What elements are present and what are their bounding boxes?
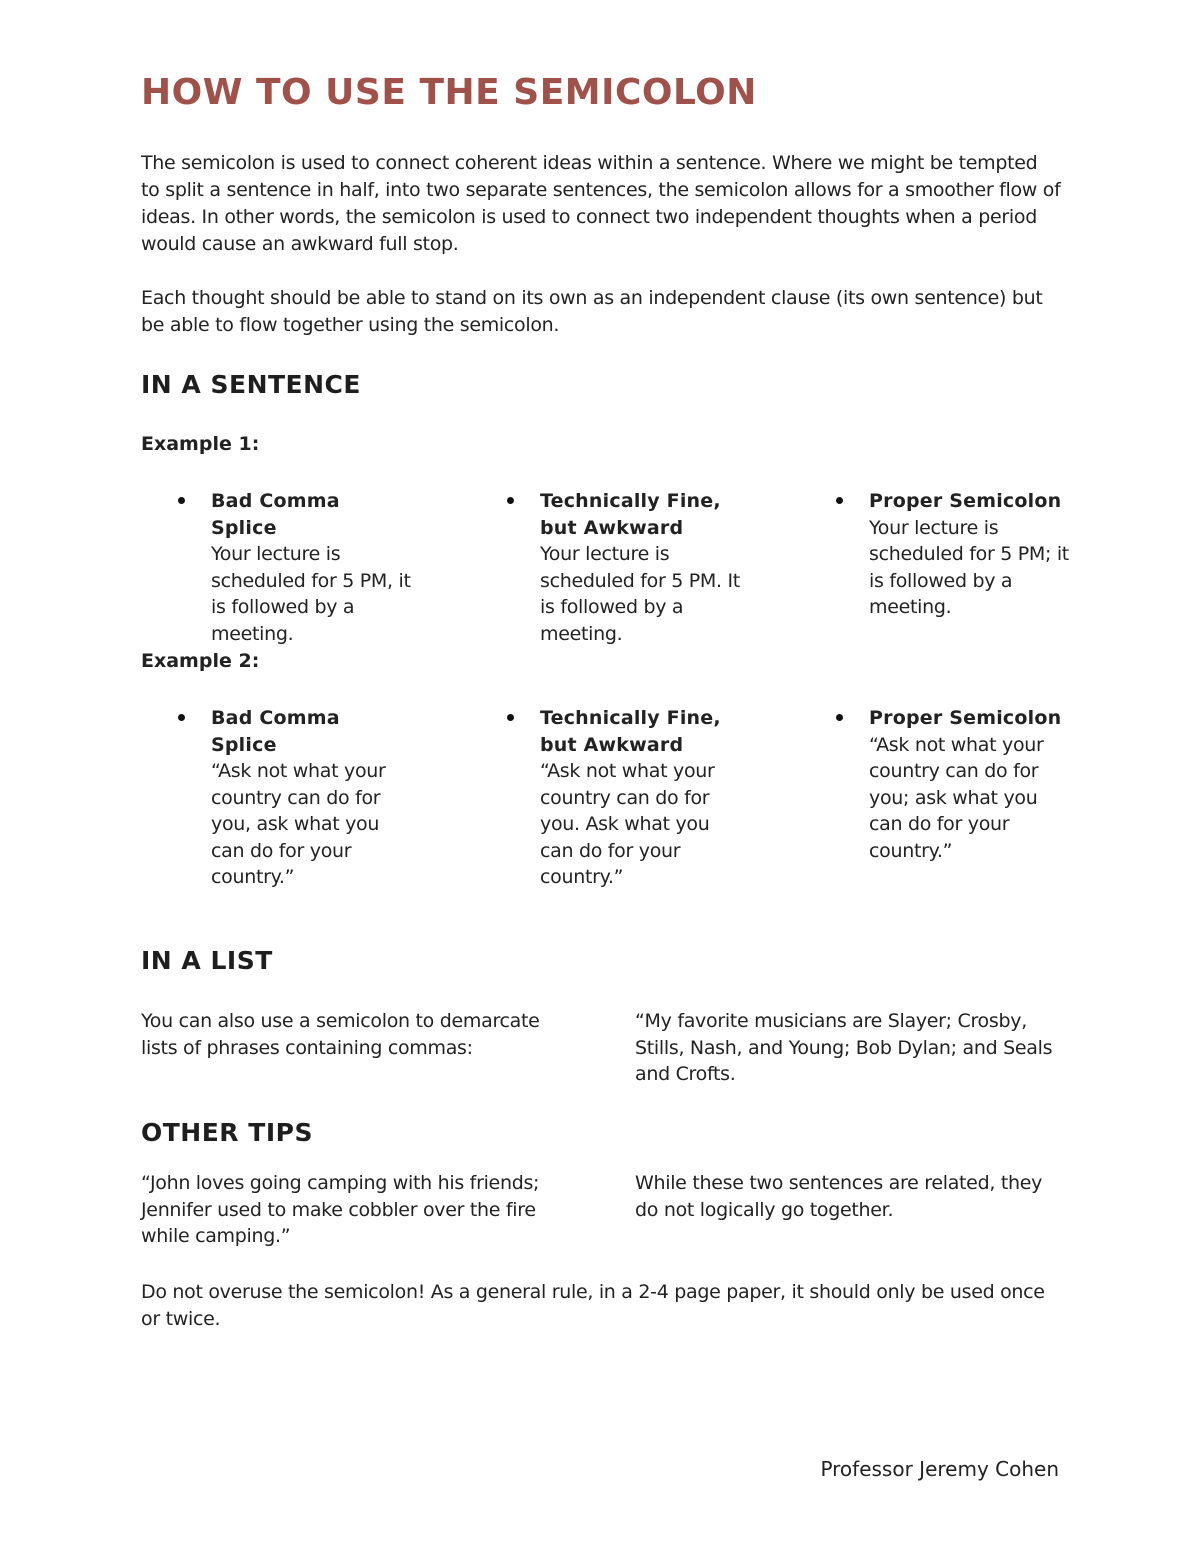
- in-a-list-heading: IN A LIST: [141, 946, 273, 975]
- example-1-column-2: [540, 488, 740, 647]
- list-item: [869, 488, 1069, 621]
- item-label: Technically Fine, but Awkward: [540, 707, 721, 756]
- bullet-icon: [836, 497, 843, 504]
- item-text: “Ask not what your country can do for you, ask what you can do for your country.”: [211, 760, 386, 888]
- list-item: [540, 488, 740, 647]
- item-label: Technically Fine, but Awkward: [540, 490, 721, 539]
- other-tips-example: “John loves going camping with his friends; Jennifer used to make cobbler over the fire while camping.”: [141, 1172, 540, 1247]
- footer-author: Professor Jeremy Cohen: [820, 1457, 1059, 1481]
- example-1-column-3: [869, 488, 1069, 621]
- other-tips-final-note: Do not overuse the semicolon! As a general rule, in a 2-4 page paper, it should only be used once or twice.: [141, 1281, 1045, 1330]
- page-title: HOW TO USE THE SEMICOLON: [141, 72, 757, 113]
- in-a-sentence-heading: IN A SENTENCE: [141, 370, 361, 399]
- bullet-icon: [507, 497, 514, 504]
- bullet-icon: [507, 714, 514, 721]
- example-1-label: Example 1:: [141, 433, 260, 455]
- item-text: “Ask not what your country can do for you. Ask what you can do for your country.”: [540, 760, 715, 888]
- item-text: Your lecture is scheduled for 5 PM; it is followed by a meeting.: [869, 516, 1069, 618]
- bullet-icon: [836, 714, 843, 721]
- example-2-column-2: [540, 705, 740, 891]
- other-tips-heading: OTHER TIPS: [141, 1118, 313, 1147]
- intro-paragraph-2: Each thought should be able to stand on its own as an independent clause (its own sentence) but be able to flow together using the semicolon.: [141, 287, 1043, 336]
- item-text: “Ask not what your country can do for you; ask what you can do for your country.”: [869, 733, 1044, 862]
- list-item: [211, 705, 411, 891]
- example-2-column-3: [869, 705, 1069, 864]
- item-label: Proper Semicolon: [869, 707, 1062, 729]
- item-label: Proper Semicolon: [869, 490, 1062, 512]
- other-tips-explanation: While these two sentences are related, they do not logically go together.: [635, 1172, 1043, 1221]
- item-text: Your lecture is scheduled for 5 PM. It is followed by a meeting.: [540, 543, 740, 645]
- item-label: Bad Comma Splice: [211, 490, 340, 539]
- list-item: [540, 705, 740, 891]
- list-item: [869, 705, 1069, 864]
- in-a-list-example: “My favorite musicians are Slayer; Crosby, Stills, Nash, and Young; Bob Dylan; and Seals and Crofts.: [635, 1010, 1053, 1085]
- list-item: [211, 488, 411, 647]
- in-a-list-description: You can also use a semicolon to demarcate lists of phrases containing commas:: [141, 1010, 540, 1059]
- bullet-icon: [178, 714, 185, 721]
- example-2-column-1: [211, 705, 411, 891]
- intro-paragraph-1: The semicolon is used to connect coherent ideas within a sentence. Where we might be tempted to split a sentence in half, into two separate sentences, the semicolon allows for a smoother flow of ideas. In other words, the semicolon is used to connect two independent thoughts when a period would cause an awkward full stop.: [141, 152, 1061, 255]
- bullet-icon: [178, 497, 185, 504]
- example-2-label: Example 2:: [141, 650, 260, 672]
- item-text: Your lecture is scheduled for 5 PM, it is followed by a meeting.: [211, 543, 411, 645]
- item-label: Bad Comma Splice: [211, 707, 340, 756]
- example-1-column-1: [211, 488, 411, 647]
